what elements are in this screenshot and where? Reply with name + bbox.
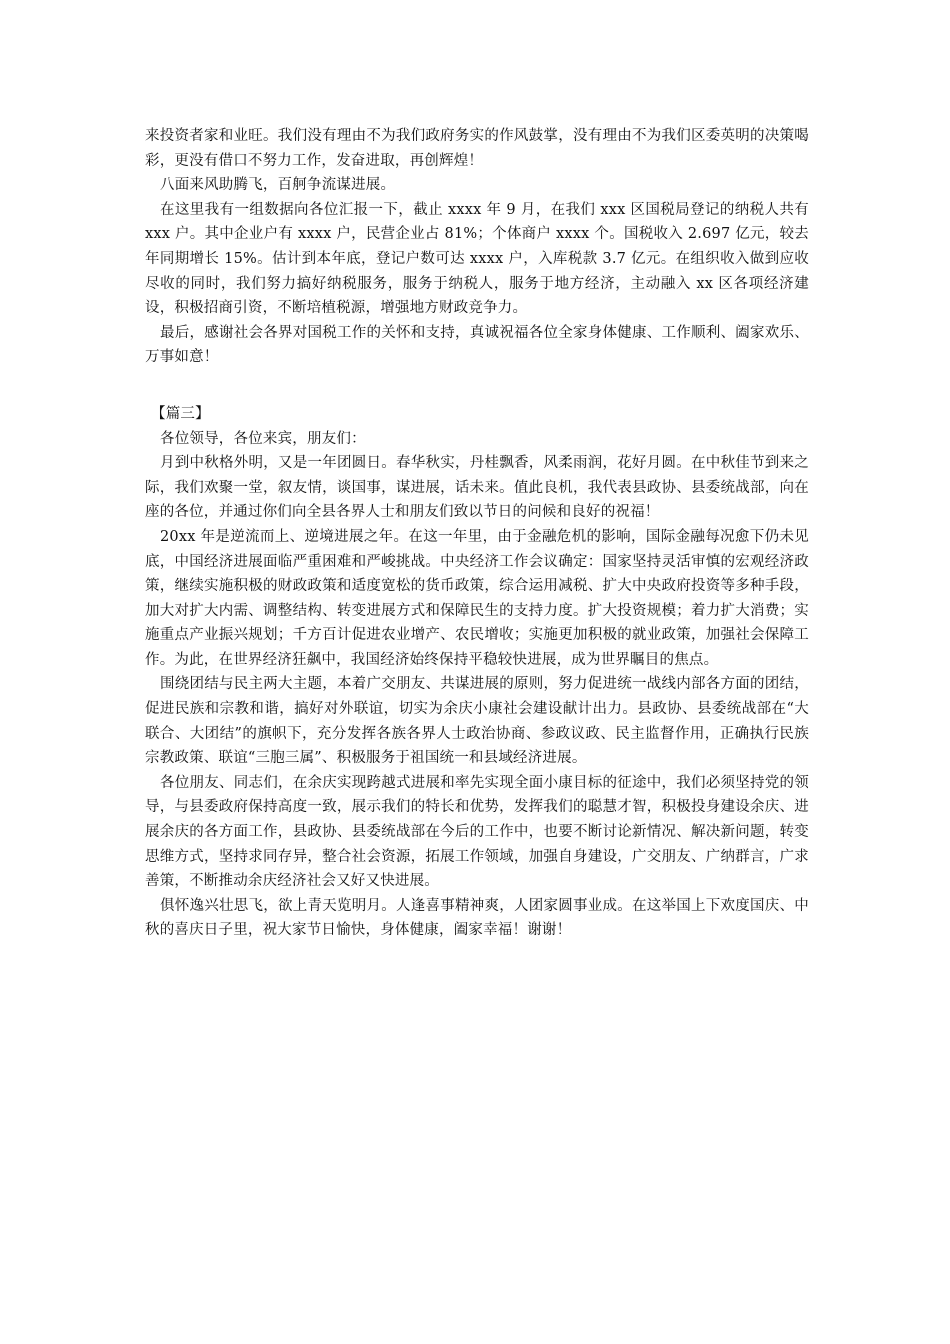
- paragraph-final-blessing: 俱怀逸兴壮思飞，欲上青天览明月。人逢喜事精神爽，人团家圆事业成。在这举国上下欢度国庆、中秋的喜庆日子里，祝大家节日愉快，身体健康，阖家幸福！谢谢！: [145, 897, 809, 939]
- document-body: [145, 124, 809, 943]
- paragraph-continuation: 来投资者家和业旺。我们没有理由不为我们政府务实的作风鼓掌，没有理由不为我们区委英明的决策喝彩，更没有借口不努力工作，发奋进取，再创辉煌！: [145, 128, 809, 169]
- paragraph-tax-data: 在这里我有一组数据向各位汇报一下，截止 xxxx 年 9 月，在我们 xxx 区国税局登记的纳税人共有 xxx 户。其中企业户有 xxxx 户，民营企业占 81%；个体商户 xxxx 个。国税收入 2.697 亿元，较去年同期增长 15%。估计到本年底，登记户数可达 xxxx 户，入库税款 3.7 亿元。在组织收入做到应收尽收的同时，我们努力搞好纳税服务，服务于纳税人，服务于地方经济，主动融入 xx 区各项经济建设，积极招商引资，不断培植税源，增强地方财政竞争力。: [145, 201, 809, 317]
- paragraph-motto: 八面来风助腾飞，百舸争流谋进展。: [160, 177, 396, 194]
- paragraph-mid-autumn-greeting: 月到中秋格外明，又是一年团圆日。春华秋实，丹桂飘香，风柔雨润，花好月圆。在中秋佳节到来之际，我们欢聚一堂，叙友情，谈国事，谋进展，话未来。值此良机，我代表县政协、县委统战部，向在座的各位，并通过你们向全县各界人士和朋友们致以节日的问候和良好的祝福！: [145, 455, 809, 521]
- paragraph-unity-democracy: 围绕团结与民主两大主题，本着广交朋友、共谋进展的原则，努力促进统一战线内部各方面的团结，促进民族和宗教和谐，搞好对外联谊，切实为余庆小康社会建设献计出力。县政协、县委统战部在“大联合、大团结”的旗帜下，充分发挥各族各界人士政治协商、参政议政、民主监督作用，正确执行民族宗教政策、联谊“三胞三属”、积极服务于祖国统一和县域经济进展。: [145, 676, 809, 767]
- section-spacer: [145, 370, 809, 402]
- paragraph-closing-wishes: 最后，感谢社会各界对国税工作的关怀和支持，真诚祝福各位全家身体健康、工作顺利、阖家欢乐、万事如意！: [145, 324, 809, 366]
- paragraph-salutation: 各位领导，各位来宾，朋友们：: [160, 430, 366, 447]
- section-heading: 【篇三】: [151, 405, 210, 422]
- paragraph-call-to-action: 各位朋友、同志们，在余庆实现跨越式进展和率先实现全面小康目标的征途中，我们必须坚持党的领导，与县委政府保持高度一致，展示我们的特长和优势，发挥我们的聪慧才智，积极投身建设余庆、进展余庆的各方面工作，县政协、县委统战部在今后的工作中，也要不断讨论新情况、解决新问题，转变思维方式，坚持求同存异，整合社会资源，拓展工作领域，加强自身建设，广交朋友、广纳群言，广求善策，不断推动余庆经济社会又好又快进展。: [145, 774, 809, 890]
- paragraph-economic-review: 20xx 年是逆流而上、逆境进展之年。在这一年里，由于金融危机的影响，国际金融每况愈下仍未见底，中国经济进展面临严重困难和严峻挑战。中央经济工作会议确定：国家坚持灵活审慎的宏观经济政策，继续实施积极的财政政策和适度宽松的货币政策，综合运用减税、扩大中央政府投资等多种手段，加大对扩大内需、调整结构、转变进展方式和保障民生的支持力度。扩大投资规模；着力扩大消费；实施重点产业振兴规划；千方百计促进农业增产、农民增收；实施更加积极的就业政策，加强社会保障工作。为此，在世界经济狂飙中，我国经济始终保持平稳较快进展，成为世界瞩目的焦点。: [145, 528, 809, 668]
